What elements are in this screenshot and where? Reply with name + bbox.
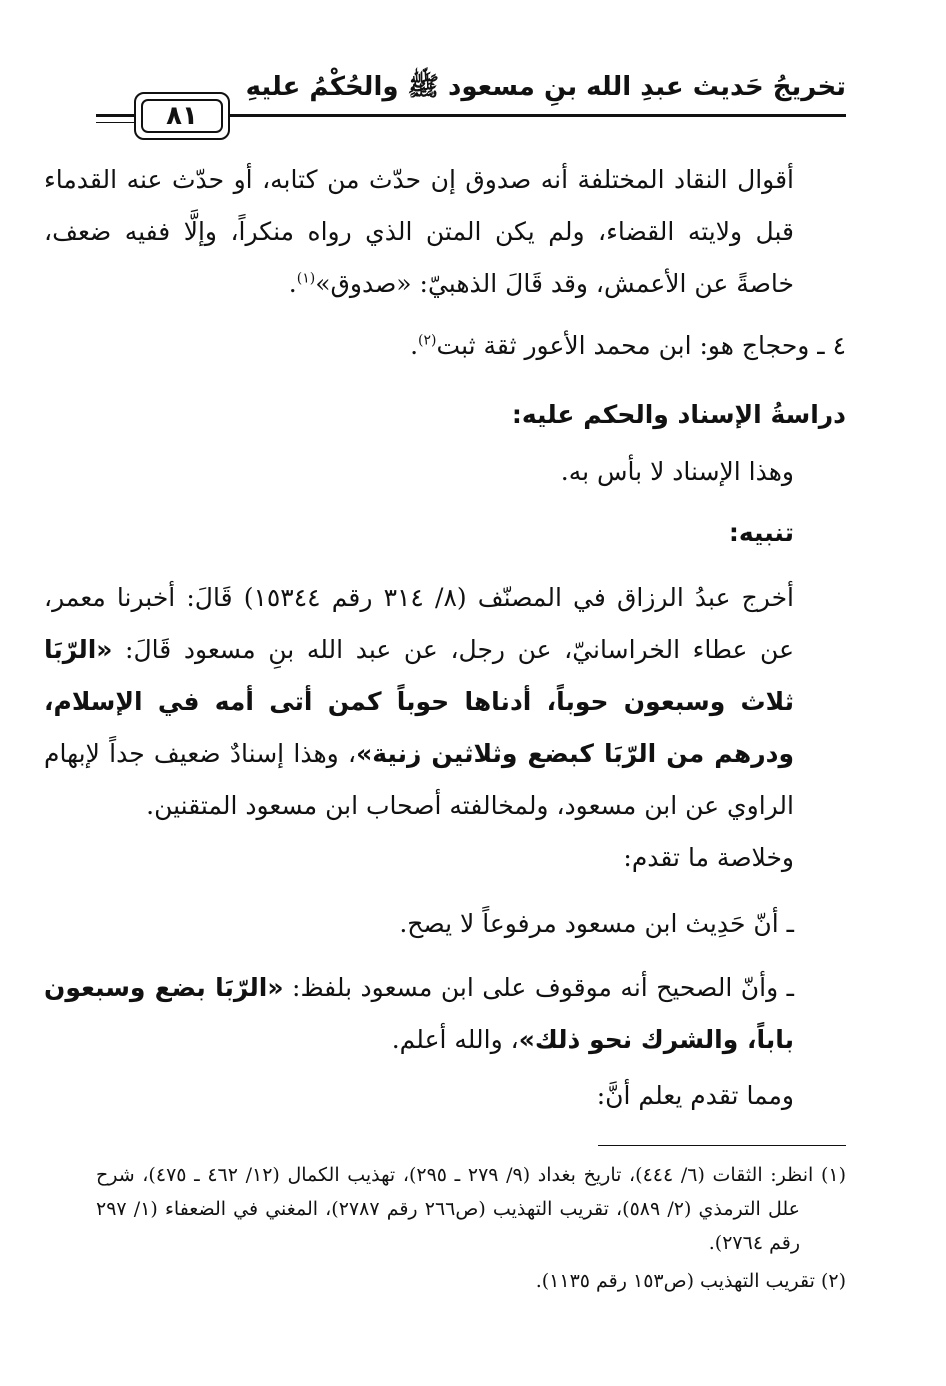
paragraph-isnad-verdict: وهذا الإسناد لا بأس به. (560, 457, 794, 486)
footnote-ref-2: (٢) (418, 332, 437, 349)
paragraph-summary-point-1: ـ أنّ حَدِيث ابن مسعود مرفوعاً لا يصح. (399, 909, 794, 938)
header-rule-left (96, 114, 134, 117)
footnote-text: تقريب التهذيب (ص١٥٣ رقم ١١٣٥). (535, 1270, 815, 1292)
footnote-separator (598, 1145, 846, 1146)
paragraph-text: أخرج عبدُ الرزاق في المصنّف (٨/ ٣١٤ رقم ١٥٣٤٤) قَالَ: أخبرنا معمر، عن عطاء الخراسانيّ، عن رجل، عن عبد الله بنِ مسعود قَالَ: (44, 583, 794, 664)
paragraph-tail: ، وهذا إسنادٌ ضعيف جداً لإبهام الراوي عن ابن مسعود، ولمخالفته أصحاب ابن مسعود المتقنين. (44, 739, 794, 820)
footnote-text: انظر: الثقات (٦/ ٤٤٤)، تاريخ بغداد (٩/ ٢٧٩ ـ ٢٩٥)، تهذيب الكمال (١٢/ ٤٦٢ ـ ٤٧٥)، شرح علل الترمذي (٢/ ٥٨٩)، تقريب التهذيب (ص٢٦٦ رقم ٢٧٨٧)، المغني في الضعفاء (١/ ٢٩٧ رقم ٢٧٦٤). (96, 1164, 814, 1254)
header-rule-left-thin (96, 122, 134, 123)
paragraph-abdulrazzaq (44, 572, 846, 832)
paragraph-narrator-assessment (44, 154, 846, 310)
hadith-quote: «الرّبَا بضع وسبعون باباً، والشرك نحو ذلك» (44, 973, 794, 1054)
footnote-ref-1: (١) (296, 270, 316, 287)
footnote-marker: (٢) (820, 1270, 846, 1292)
paragraph-end: . (288, 269, 297, 298)
footnote-2 (96, 1264, 846, 1298)
paragraph-tail: ، والله أعلم. (391, 1025, 519, 1054)
footnote-marker: (١) (820, 1164, 846, 1186)
footnote-1 (96, 1158, 846, 1260)
page-number-frame (134, 92, 230, 140)
list-item-4 (96, 320, 846, 372)
section-heading-isnad: دراسةُ الإسناد والحكم عليه: (511, 400, 846, 429)
hadith-quote: «الرّبَا ثلاث وسبعون حوباً، أدناها حوباً كمن أتى أمه في الإسلام، ودرهم من الرّبَا كبضع وثلاثين زنية» (44, 635, 794, 768)
running-title: تخريجُ حَديث عبدِ الله بنِ مسعود ﷺ والحُكْمُ عليهِ (245, 72, 846, 102)
paragraph-text: ـ وأنّ الصحيح أنه موقوف على ابن مسعود بلفظ: (283, 973, 794, 1002)
paragraph-conclusion-intro: ومما تقدم يعلم أنَّ: (596, 1081, 794, 1110)
list-item-text: ٤ ـ وحجاج هو: ابن محمد الأعور ثقة ثبت (436, 331, 846, 360)
list-item-end: . (410, 331, 419, 360)
section-heading-note: تنبيه: (728, 518, 794, 547)
header-rule (228, 114, 846, 117)
paragraph-text: أقوال النقاد المختلفة أنه صدوق إن حدّث من كتابه، أو حدّث عنه القدماء قبل ولايته القضاء، ولم يكن المتن الذي رواه منكراً، وإلَّا ففيه ضعف، خاصةً عن الأعمش، وقد قَالَ الذهبيّ: «صدوق» (44, 165, 794, 298)
paragraph-summary-intro: وخلاصة ما تقدم: (623, 843, 794, 872)
page-number: ٨١ (141, 99, 223, 133)
paragraph-summary-point-2 (44, 962, 846, 1066)
